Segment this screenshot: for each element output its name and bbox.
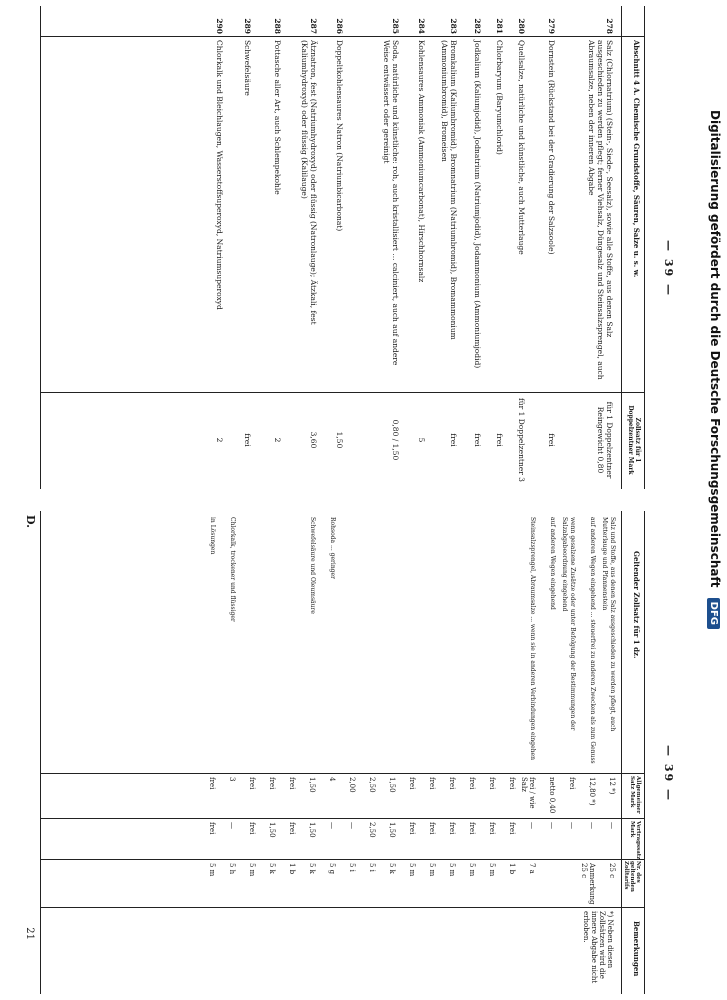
treaty-rate: —: [328, 822, 336, 829]
item-number: 278: [605, 18, 614, 34]
general-rate: frei: [428, 777, 436, 790]
treaty-rate: frei: [208, 822, 216, 835]
treaty-rate: frei: [408, 822, 416, 835]
item-number: 290: [215, 18, 224, 34]
item-description: Ätznatron, fest (Natriumhydroxyd) oder flüssig (Natronlauge); Ätzkali, fest (Kaliumhydroxyd) oder flüssig (Kalilauge): [300, 40, 318, 325]
general-rate: frei: [408, 777, 416, 790]
item-description: Schwefelsäure: [243, 40, 252, 96]
tariff-number: 5 k: [388, 863, 396, 874]
duty-rate: 5: [417, 437, 426, 443]
section-letter: D.: [24, 515, 37, 528]
rate-description: Salz und Stoffe, aus denen Salz ausgeschieden zu werden pflegt, auch Mutterlauge und Pfannenstein: [601, 517, 616, 732]
duty-rate: frei: [473, 433, 482, 447]
tariff-number: 5 i: [348, 863, 356, 872]
tariff-number: 5 k: [308, 863, 316, 874]
rate-description: Chlorkalk, trockener und flüssiger: [229, 517, 236, 622]
item-number: 281: [495, 18, 504, 34]
tariff-number-header: Nr. des geltenden Zolltarifs: [623, 861, 641, 892]
treaty-rate: —: [568, 822, 576, 829]
general-rate: 3: [228, 777, 236, 782]
tariff-number: 5 h: [228, 863, 236, 875]
item-number: 287: [309, 18, 318, 34]
rate-description: Schwefelsäure und Oleumsäure: [309, 517, 316, 614]
tariff-number: 5 m: [488, 863, 496, 877]
tariff-number: 5 m: [468, 863, 476, 877]
general-rate: frei: [508, 777, 516, 790]
rate-description: auf anderen Wegen eingehend: [549, 517, 556, 610]
general-rate: 12,80 *): [588, 777, 596, 806]
remarks-header: Bemerkungen: [632, 921, 641, 977]
rate-description: wenn gesalzene Zusätze oder unter Befolgung der Bestimmungen der Salzabgabeordnung eingehend: [561, 517, 576, 731]
item-number: 285: [391, 18, 400, 34]
item-description: Quellsalze, natürliche und künstliche, auch Mutterlauge: [517, 40, 526, 255]
rate-description: Rohsoda ... geringer: [329, 517, 336, 579]
right-table: [40, 511, 645, 994]
rate-description: Steinsalzsprengel, Abraumsalze ... wenn sie in anderen Verbindungen eingehen: [529, 517, 536, 760]
dfg-logo: DFG: [707, 598, 720, 629]
general-rate: frei: [568, 777, 576, 790]
item-number: 280: [517, 18, 526, 34]
duty-rate: frei: [449, 433, 458, 447]
left-duty-header: Zollsatz für 1 Doppelzentner Mark: [627, 405, 641, 475]
general-rate: 4: [328, 777, 336, 782]
treaty-rate: —: [608, 822, 616, 829]
duty-rate: frei: [243, 433, 252, 447]
item-number: 288: [273, 18, 282, 34]
general-rate: frei: [208, 777, 216, 790]
item-description: Chlorbaryum (Baryumchlorid): [495, 40, 504, 155]
duty-rate: 3,60: [309, 431, 318, 449]
treaty-rate: 1,50: [308, 822, 316, 838]
tariff-number: 5 m: [428, 863, 436, 877]
left-table-header: [621, 6, 644, 489]
item-description: Kohlensaures Ammoniak (Ammoniumcarbonat), Hirschhornsalz: [417, 40, 426, 283]
left-page: [0, 0, 727, 495]
treaty-rate: —: [228, 822, 236, 829]
item-number: 284: [417, 18, 426, 34]
right-page-number: — 39 —: [662, 745, 675, 802]
item-number: 279: [547, 18, 556, 34]
sheet-number: 21: [24, 927, 35, 940]
treaty-rate: —: [548, 822, 556, 829]
duty-rate: frei: [547, 433, 556, 447]
treaty-rate: 1,50: [268, 822, 276, 838]
right-table-header: [621, 511, 644, 994]
general-rate: 1,50: [388, 777, 396, 793]
right-section-header: Geltender Zollsatz für 1 dz.: [632, 551, 641, 659]
tariff-number: 5 k: [268, 863, 276, 874]
treaty-rate: —: [528, 822, 536, 829]
col-divider: [41, 773, 644, 774]
item-description: Dornstein (Rückstand bei der Gradierung der Salzsoole): [547, 40, 556, 255]
treaty-rate: 1,50: [388, 822, 396, 838]
tariff-number: 5 g: [328, 863, 336, 875]
item-number: 282: [473, 18, 482, 34]
tariff-number: 25 c: [608, 863, 616, 879]
tariff-number: 1 b: [288, 863, 296, 875]
general-rate: 12 *): [608, 777, 616, 795]
general-rate: frei: [268, 777, 276, 790]
treaty-rate: —: [348, 822, 356, 829]
tariff-number: 5 m: [248, 863, 256, 877]
rate-description: auf anderen Wegen eingehend ... steuerfrei zu anderen Zwecken als zum Genuss: [589, 517, 596, 764]
general-rate: frei: [248, 777, 256, 790]
digitization-footer: [707, 110, 722, 890]
item-description: Soda, natürliche und künstliche: roh, auch kristallisiert ... calciniert, auch auf andere Weise entwässert oder gereinigt: [382, 40, 400, 366]
treaty-rate: frei: [488, 822, 496, 835]
general-rate: netto 0,40: [548, 777, 556, 814]
col-divider: [41, 859, 644, 860]
item-number: 289: [243, 18, 252, 34]
item-description: Chlorkalk und Bleichlaugen, Wasserstoffsuperoxyd, Natriumsuperoxyd: [215, 40, 224, 310]
right-page: [0, 505, 727, 1000]
rate-description: in Lösungen: [209, 517, 216, 555]
treaty-rate: frei: [288, 822, 296, 835]
col-divider: [41, 818, 644, 819]
tariff-number: Anmerkung 25 c: [580, 863, 596, 905]
item-description: Doppeltkohlensaures Natron (Natriumbicarbonat): [335, 40, 344, 232]
col-divider: [41, 36, 644, 37]
duty-rate: 0,80 / 1,50: [391, 419, 400, 461]
tariff-number: 5 m: [408, 863, 416, 877]
treaty-rate: frei: [248, 822, 256, 835]
treaty-rate: frei: [448, 822, 456, 835]
duty-rate: 1,50: [335, 431, 344, 449]
tariff-number: 7 a: [528, 863, 536, 874]
treaty-rate: —: [588, 822, 596, 829]
item-description: Pottasche aller Art, auch Schlempekohle: [273, 40, 282, 195]
treaty-rate: 2,50: [368, 822, 376, 838]
treaty-rate: frei: [428, 822, 436, 835]
treaty-rate-header: Vertragssatz Mark: [629, 821, 641, 860]
tariff-number: 5 i: [368, 863, 376, 872]
general-rate: 2,50: [368, 777, 376, 793]
duty-rate: für 1 Doppelzentner 3: [517, 398, 526, 482]
left-table: [40, 6, 645, 489]
general-rate: frei: [468, 777, 476, 790]
item-description: Salz (Chlornatrium) (Stein-, Siede-, Seesalz), sowie alle Stoffe, aus denen Salz ausgeschieden zu werden pflegt; ferner Viehsalz, Düngesalz und Steinsalzsprengel, auch Abraumsalze, neben der inneren Abgabe: [587, 40, 614, 380]
item-description: Jodkalium (Kaliumjodid), Jodnatrium (Natriumjodid), Jodammonium (Ammoniumjodid): [473, 40, 482, 369]
col-divider: [41, 907, 644, 908]
remark-note: *) Neben diesen Zollsätzen wird die innere Abgabe nicht erhoben.: [582, 911, 614, 984]
duty-rate: 2: [273, 437, 282, 443]
duty-rate: für 1 Doppelzentner Reingewicht 0,80: [596, 401, 614, 479]
general-rate: frei: [448, 777, 456, 790]
left-page-number: — 39 —: [662, 240, 675, 297]
general-rate: 1,50: [308, 777, 316, 793]
duty-rate: frei: [495, 433, 504, 447]
item-number: 283: [449, 18, 458, 34]
col-divider: [41, 392, 644, 393]
left-section-header: Abschnitt 4 A. Chemische Grundstoffe, Säuren, Salze u. s. w.: [632, 40, 641, 278]
tariff-number: 5 m: [448, 863, 456, 877]
item-number: 286: [335, 18, 344, 34]
item-description: Bromkalium (Kaliumbromid), Bromnatrium (Natriumbromid), Bromammonium (Ammoniumbromid), Bromeisen: [440, 40, 458, 340]
tariff-number: 1 b: [508, 863, 516, 875]
general-rate: frei / wie Salz: [520, 777, 536, 809]
duty-rate: 2: [215, 437, 224, 443]
treaty-rate: frei: [468, 822, 476, 835]
general-rate: frei: [288, 777, 296, 790]
treaty-rate: frei: [508, 822, 516, 835]
general-rate: frei: [488, 777, 496, 790]
general-rate-header: Allgemeiner Satz Mark: [629, 776, 641, 814]
tariff-number: 5 m: [208, 863, 216, 877]
general-rate: 2,00: [348, 777, 356, 793]
footer-text: Digitalisierung gefördert durch die Deutsche Forschungsgemeinschaft: [708, 110, 722, 588]
